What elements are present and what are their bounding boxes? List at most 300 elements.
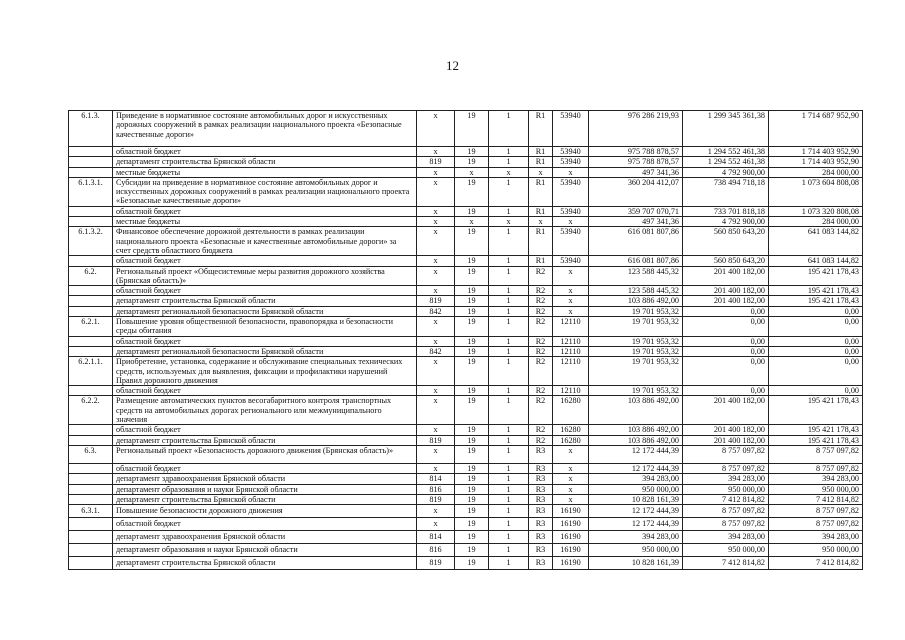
program-code-cell: 19 (455, 157, 489, 167)
amount-year3-cell: 0,00 (769, 357, 863, 386)
amount-year2-cell: 201 400 182,00 (683, 425, 769, 435)
project-code-cell: x (529, 167, 553, 177)
item-number-cell (69, 306, 113, 316)
subprogram-code-cell: 1 (489, 227, 529, 256)
subprogram-code-cell: 1 (489, 386, 529, 396)
grbs-code-cell: 819 (417, 296, 455, 306)
grbs-code-cell: x (417, 177, 455, 206)
amount-year1-cell: 360 204 412,07 (589, 177, 683, 206)
grbs-code-cell: x (417, 425, 455, 435)
direction-code-cell: 12110 (553, 317, 589, 337)
amount-year3-cell: 284 000,00 (769, 217, 863, 227)
direction-code-cell: 12110 (553, 336, 589, 346)
project-code-cell: R1 (529, 206, 553, 216)
direction-code-cell: 53940 (553, 227, 589, 256)
item-number-cell: 6.3.1. (69, 505, 113, 518)
amount-year1-cell: 103 886 492,00 (589, 396, 683, 425)
table-row (69, 147, 863, 157)
project-code-cell: R2 (529, 266, 553, 286)
project-code-cell: R2 (529, 336, 553, 346)
program-code-cell: 19 (455, 357, 489, 386)
amount-year1-cell: 616 081 807,86 (589, 227, 683, 256)
program-code-cell: 19 (455, 317, 489, 337)
program-code-cell: 19 (455, 111, 489, 147)
subprogram-code-cell: 1 (489, 435, 529, 445)
direction-code-cell: x (553, 474, 589, 484)
direction-code-cell: x (553, 296, 589, 306)
program-code-cell: 19 (455, 266, 489, 286)
project-code-cell: R2 (529, 317, 553, 337)
direction-code-cell: 16190 (553, 505, 589, 518)
amount-year3-cell: 284 000,00 (769, 167, 863, 177)
program-code-cell: 19 (455, 346, 489, 356)
item-name-cell: областной бюджет (113, 425, 417, 435)
grbs-code-cell: x (417, 286, 455, 296)
program-code-cell: 19 (455, 474, 489, 484)
program-code-cell: x (455, 217, 489, 227)
grbs-code-cell: 819 (417, 557, 455, 570)
table-row (69, 177, 863, 206)
project-code-cell: R3 (529, 531, 553, 544)
direction-code-cell: 12110 (553, 346, 589, 356)
direction-code-cell: x (553, 167, 589, 177)
item-number-cell (69, 206, 113, 216)
item-name-cell: областной бюджет (113, 256, 417, 266)
program-code-cell: 19 (455, 296, 489, 306)
amount-year1-cell: 19 701 953,32 (589, 317, 683, 337)
amount-year2-cell: 560 850 643,20 (683, 256, 769, 266)
grbs-code-cell: x (417, 206, 455, 216)
amount-year2-cell: 394 283,00 (683, 531, 769, 544)
table-row (69, 474, 863, 484)
project-code-cell: R3 (529, 494, 553, 504)
amount-year3-cell: 8 757 097,82 (769, 518, 863, 531)
project-code-cell: R3 (529, 518, 553, 531)
amount-year1-cell: 12 172 444,39 (589, 445, 683, 463)
grbs-code-cell: x (417, 463, 455, 473)
table-row (69, 346, 863, 356)
subprogram-code-cell: 1 (489, 177, 529, 206)
subprogram-code-cell: 1 (489, 357, 529, 386)
grbs-code-cell: x (417, 317, 455, 337)
item-number-cell (69, 296, 113, 306)
table-row (69, 518, 863, 531)
table-row (69, 484, 863, 494)
item-name-cell: областной бюджет (113, 206, 417, 216)
program-code-cell: 19 (455, 463, 489, 473)
project-code-cell: R3 (529, 463, 553, 473)
item-number-cell (69, 463, 113, 473)
item-number-cell (69, 256, 113, 266)
item-name-cell: областной бюджет (113, 336, 417, 346)
grbs-code-cell: x (417, 445, 455, 463)
table-row (69, 317, 863, 337)
table-row (69, 206, 863, 216)
amount-year1-cell: 103 886 492,00 (589, 435, 683, 445)
program-code-cell: 19 (455, 484, 489, 494)
table-row (69, 167, 863, 177)
amount-year1-cell: 975 788 878,57 (589, 147, 683, 157)
subprogram-code-cell: 1 (489, 296, 529, 306)
direction-code-cell: x (553, 463, 589, 473)
program-code-cell: 19 (455, 518, 489, 531)
project-code-cell: R3 (529, 505, 553, 518)
subprogram-code-cell: 1 (489, 346, 529, 356)
direction-code-cell: x (553, 286, 589, 296)
amount-year1-cell: 394 283,00 (589, 474, 683, 484)
grbs-code-cell: 819 (417, 435, 455, 445)
amount-year1-cell: 12 172 444,39 (589, 463, 683, 473)
table-body (69, 111, 863, 570)
item-number-cell (69, 217, 113, 227)
direction-code-cell: x (553, 494, 589, 504)
program-code-cell: 19 (455, 505, 489, 518)
grbs-code-cell: x (417, 256, 455, 266)
amount-year1-cell: 103 886 492,00 (589, 296, 683, 306)
item-number-cell (69, 531, 113, 544)
project-code-cell: R1 (529, 177, 553, 206)
direction-code-cell: x (553, 445, 589, 463)
item-name-cell: Региональный проект «Безопасность дорожного движения (Брянская область)» (113, 445, 417, 463)
direction-code-cell: 16280 (553, 435, 589, 445)
amount-year2-cell: 8 757 097,82 (683, 518, 769, 531)
project-code-cell: R3 (529, 474, 553, 484)
amount-year3-cell: 1 714 687 952,90 (769, 111, 863, 147)
project-code-cell: R3 (529, 484, 553, 494)
amount-year2-cell: 201 400 182,00 (683, 266, 769, 286)
table-row (69, 306, 863, 316)
direction-code-cell: 16190 (553, 544, 589, 557)
subprogram-code-cell: 1 (489, 147, 529, 157)
amount-year3-cell: 8 757 097,82 (769, 463, 863, 473)
amount-year3-cell: 394 283,00 (769, 531, 863, 544)
item-number-cell: 6.2.1. (69, 317, 113, 337)
amount-year1-cell: 975 788 878,57 (589, 157, 683, 167)
amount-year3-cell: 0,00 (769, 346, 863, 356)
amount-year3-cell: 195 421 178,43 (769, 266, 863, 286)
amount-year1-cell: 950 000,00 (589, 484, 683, 494)
item-name-cell: областной бюджет (113, 518, 417, 531)
amount-year3-cell: 195 421 178,43 (769, 396, 863, 425)
grbs-code-cell: x (417, 396, 455, 425)
amount-year1-cell: 497 341,36 (589, 167, 683, 177)
amount-year1-cell: 123 588 445,32 (589, 286, 683, 296)
amount-year2-cell: 1 294 552 461,38 (683, 157, 769, 167)
table-row (69, 425, 863, 435)
amount-year3-cell: 195 421 178,43 (769, 435, 863, 445)
amount-year2-cell: 1 294 552 461,38 (683, 147, 769, 157)
table-row (69, 217, 863, 227)
amount-year3-cell: 394 283,00 (769, 474, 863, 484)
grbs-code-cell: x (417, 336, 455, 346)
amount-year2-cell: 0,00 (683, 317, 769, 337)
amount-year3-cell: 0,00 (769, 317, 863, 337)
project-code-cell: R2 (529, 296, 553, 306)
subprogram-code-cell: 1 (489, 206, 529, 216)
program-code-cell: 19 (455, 147, 489, 157)
project-code-cell: R1 (529, 256, 553, 266)
amount-year3-cell: 1 073 604 808,08 (769, 177, 863, 206)
grbs-code-cell: x (417, 227, 455, 256)
project-code-cell: R3 (529, 557, 553, 570)
program-code-cell: x (455, 167, 489, 177)
amount-year1-cell: 359 707 070,71 (589, 206, 683, 216)
amount-year2-cell: 7 412 814,82 (683, 494, 769, 504)
item-number-cell: 6.1.3.2. (69, 227, 113, 256)
item-number-cell (69, 494, 113, 504)
project-code-cell: R2 (529, 357, 553, 386)
program-code-cell: 19 (455, 256, 489, 266)
program-code-cell: 19 (455, 206, 489, 216)
program-code-cell: 19 (455, 435, 489, 445)
amount-year3-cell: 7 412 814,82 (769, 494, 863, 504)
direction-code-cell: 53940 (553, 157, 589, 167)
amount-year2-cell: 0,00 (683, 357, 769, 386)
item-number-cell (69, 484, 113, 494)
program-code-cell: 19 (455, 445, 489, 463)
direction-code-cell: x (553, 484, 589, 494)
table-row (69, 336, 863, 346)
table-row (69, 266, 863, 286)
project-code-cell: R2 (529, 386, 553, 396)
grbs-code-cell: 816 (417, 544, 455, 557)
project-code-cell: R1 (529, 227, 553, 256)
program-code-cell: 19 (455, 177, 489, 206)
project-code-cell: R3 (529, 544, 553, 557)
amount-year2-cell: 8 757 097,82 (683, 505, 769, 518)
item-name-cell: Региональный проект «Общесистемные меры развития дорожного хозяйства (Брянская область)» (113, 266, 417, 286)
subprogram-code-cell: 1 (489, 494, 529, 504)
amount-year2-cell: 201 400 182,00 (683, 286, 769, 296)
subprogram-code-cell: 1 (489, 557, 529, 570)
item-name-cell: Финансовое обеспечение дорожной деятельности в рамках реализации национального проекта «Безопасные и качественные автомобильные дороги» за счет средств областного бюджета (113, 227, 417, 256)
program-code-cell: 19 (455, 336, 489, 346)
amount-year1-cell: 19 701 953,32 (589, 357, 683, 386)
grbs-code-cell: x (417, 386, 455, 396)
amount-year1-cell: 497 341,36 (589, 217, 683, 227)
item-name-cell: Субсидии на приведение в нормативное состояние автомобильных дорог и искусственных дорожных сооружений в рамках реализации национального проекта «Безопасные качественные дороги» (113, 177, 417, 206)
amount-year1-cell: 10 828 161,39 (589, 557, 683, 570)
item-number-cell: 6.2. (69, 266, 113, 286)
amount-year1-cell: 19 701 953,32 (589, 386, 683, 396)
table-row (69, 296, 863, 306)
project-code-cell: R2 (529, 435, 553, 445)
amount-year2-cell: 560 850 643,20 (683, 227, 769, 256)
subprogram-code-cell: 1 (489, 474, 529, 484)
subprogram-code-cell: 1 (489, 445, 529, 463)
amount-year1-cell: 950 000,00 (589, 544, 683, 557)
table-row (69, 435, 863, 445)
direction-code-cell: 12110 (553, 357, 589, 386)
subprogram-code-cell: 1 (489, 484, 529, 494)
item-name-cell: департамент здравоохранения Брянской области (113, 531, 417, 544)
table-row (69, 494, 863, 504)
budget-table (68, 110, 863, 570)
item-name-cell: местные бюджеты (113, 167, 417, 177)
item-name-cell: департамент строительства Брянской области (113, 557, 417, 570)
amount-year2-cell: 1 299 345 361,38 (683, 111, 769, 147)
direction-code-cell: 53940 (553, 177, 589, 206)
table-row (69, 505, 863, 518)
amount-year3-cell: 641 083 144,82 (769, 256, 863, 266)
amount-year2-cell: 201 400 182,00 (683, 296, 769, 306)
item-name-cell: департамент строительства Брянской области (113, 494, 417, 504)
amount-year2-cell: 738 494 718,18 (683, 177, 769, 206)
item-number-cell (69, 386, 113, 396)
program-code-cell: 19 (455, 544, 489, 557)
amount-year3-cell: 0,00 (769, 386, 863, 396)
amount-year2-cell: 0,00 (683, 336, 769, 346)
amount-year1-cell: 616 081 807,86 (589, 256, 683, 266)
amount-year3-cell: 1 073 320 808,08 (769, 206, 863, 216)
amount-year1-cell: 976 286 219,93 (589, 111, 683, 147)
subprogram-code-cell: 1 (489, 463, 529, 473)
item-name-cell: Повышение уровня общественной безопасности, правопорядка и безопасности среды обитания (113, 317, 417, 337)
amount-year3-cell: 0,00 (769, 306, 863, 316)
item-number-cell (69, 336, 113, 346)
amount-year2-cell: 0,00 (683, 346, 769, 356)
table-row (69, 256, 863, 266)
direction-code-cell: x (553, 306, 589, 316)
amount-year3-cell: 8 757 097,82 (769, 505, 863, 518)
table-row (69, 286, 863, 296)
item-number-cell (69, 286, 113, 296)
direction-code-cell: x (553, 217, 589, 227)
amount-year3-cell: 1 714 403 952,90 (769, 157, 863, 167)
item-number-cell: 6.1.3.1. (69, 177, 113, 206)
item-name-cell: департамент образования и науки Брянской области (113, 544, 417, 557)
amount-year1-cell: 10 828 161,39 (589, 494, 683, 504)
grbs-code-cell: 842 (417, 346, 455, 356)
program-code-cell: 19 (455, 386, 489, 396)
grbs-code-cell: 814 (417, 474, 455, 484)
direction-code-cell: 16280 (553, 425, 589, 435)
project-code-cell: R2 (529, 286, 553, 296)
subprogram-code-cell: x (489, 167, 529, 177)
page-number: 12 (446, 58, 459, 73)
item-number-cell (69, 435, 113, 445)
item-number-cell: 6.2.1.1. (69, 357, 113, 386)
direction-code-cell: 53940 (553, 256, 589, 266)
item-number-cell: 6.2.2. (69, 396, 113, 425)
item-number-cell: 6.3. (69, 445, 113, 463)
amount-year3-cell: 7 412 814,82 (769, 557, 863, 570)
direction-code-cell: 16190 (553, 531, 589, 544)
subprogram-code-cell: 1 (489, 256, 529, 266)
amount-year3-cell: 1 714 403 952,90 (769, 147, 863, 157)
item-number-cell (69, 557, 113, 570)
item-name-cell: Приведение в нормативное состояние автомобильных дорог и искусственных дорожных сооружений в рамках реализации национального проекта «Безопасные качественные дороги» (113, 111, 417, 147)
amount-year1-cell: 12 172 444,39 (589, 518, 683, 531)
item-name-cell: областной бюджет (113, 286, 417, 296)
subprogram-code-cell: 1 (489, 111, 529, 147)
subprogram-code-cell: 1 (489, 286, 529, 296)
amount-year2-cell: 950 000,00 (683, 544, 769, 557)
amount-year2-cell: 4 792 900,00 (683, 217, 769, 227)
project-code-cell: R3 (529, 445, 553, 463)
grbs-code-cell: x (417, 167, 455, 177)
program-code-cell: 19 (455, 306, 489, 316)
project-code-cell: R2 (529, 425, 553, 435)
amount-year2-cell: 8 757 097,82 (683, 463, 769, 473)
item-name-cell: областной бюджет (113, 463, 417, 473)
item-number-cell (69, 167, 113, 177)
amount-year1-cell: 103 886 492,00 (589, 425, 683, 435)
direction-code-cell: 53940 (553, 206, 589, 216)
grbs-code-cell: 819 (417, 494, 455, 504)
amount-year2-cell: 201 400 182,00 (683, 396, 769, 425)
grbs-code-cell: 816 (417, 484, 455, 494)
amount-year2-cell: 201 400 182,00 (683, 435, 769, 445)
program-code-cell: 19 (455, 396, 489, 425)
item-name-cell: Повышение безопасности дорожного движения (113, 505, 417, 518)
project-code-cell: x (529, 217, 553, 227)
grbs-code-cell: x (417, 111, 455, 147)
amount-year2-cell: 8 757 097,82 (683, 445, 769, 463)
amount-year2-cell: 0,00 (683, 306, 769, 316)
project-code-cell: R2 (529, 396, 553, 425)
item-number-cell (69, 544, 113, 557)
grbs-code-cell: 819 (417, 157, 455, 167)
item-name-cell: департамент строительства Брянской области (113, 435, 417, 445)
project-code-cell: R1 (529, 111, 553, 147)
subprogram-code-cell: 1 (489, 505, 529, 518)
subprogram-code-cell: 1 (489, 317, 529, 337)
item-number-cell (69, 346, 113, 356)
item-name-cell: департамент региональной безопасности Брянской области (113, 346, 417, 356)
table-row (69, 357, 863, 386)
item-name-cell: областной бюджет (113, 147, 417, 157)
table-row (69, 557, 863, 570)
subprogram-code-cell: 1 (489, 518, 529, 531)
direction-code-cell: 16280 (553, 396, 589, 425)
project-code-cell: R2 (529, 306, 553, 316)
item-number-cell: 6.1.3. (69, 111, 113, 147)
program-code-cell: 19 (455, 557, 489, 570)
table-row (69, 396, 863, 425)
subprogram-code-cell: 1 (489, 425, 529, 435)
item-name-cell: местные бюджеты (113, 217, 417, 227)
project-code-cell: R1 (529, 157, 553, 167)
amount-year2-cell: 950 000,00 (683, 484, 769, 494)
item-name-cell: Размещение автоматических пунктов весогабаритного контроля транспортных средств на автомобильных дорогах регионального или межмуниципального значения (113, 396, 417, 425)
item-name-cell: областной бюджет (113, 386, 417, 396)
grbs-code-cell: x (417, 217, 455, 227)
amount-year1-cell: 123 588 445,32 (589, 266, 683, 286)
item-number-cell (69, 518, 113, 531)
subprogram-code-cell: 1 (489, 544, 529, 557)
direction-code-cell: 53940 (553, 111, 589, 147)
subprogram-code-cell: 1 (489, 157, 529, 167)
grbs-code-cell: x (417, 505, 455, 518)
amount-year1-cell: 19 701 953,32 (589, 306, 683, 316)
item-number-cell (69, 157, 113, 167)
program-code-cell: 19 (455, 494, 489, 504)
item-name-cell: Приобретение, установка, содержание и обслуживание специальных технических средств, используемых для выявления, фиксации и профилактики нарушений Правил дорожного движения (113, 357, 417, 386)
direction-code-cell: x (553, 266, 589, 286)
subprogram-code-cell: 1 (489, 396, 529, 425)
amount-year2-cell: 394 283,00 (683, 474, 769, 484)
subprogram-code-cell: x (489, 217, 529, 227)
grbs-code-cell: 814 (417, 531, 455, 544)
grbs-code-cell: 842 (417, 306, 455, 316)
table-row (69, 544, 863, 557)
grbs-code-cell: x (417, 147, 455, 157)
item-name-cell: департамент здравоохранения Брянской области (113, 474, 417, 484)
program-code-cell: 19 (455, 425, 489, 435)
table-row (69, 445, 863, 463)
table-row (69, 386, 863, 396)
